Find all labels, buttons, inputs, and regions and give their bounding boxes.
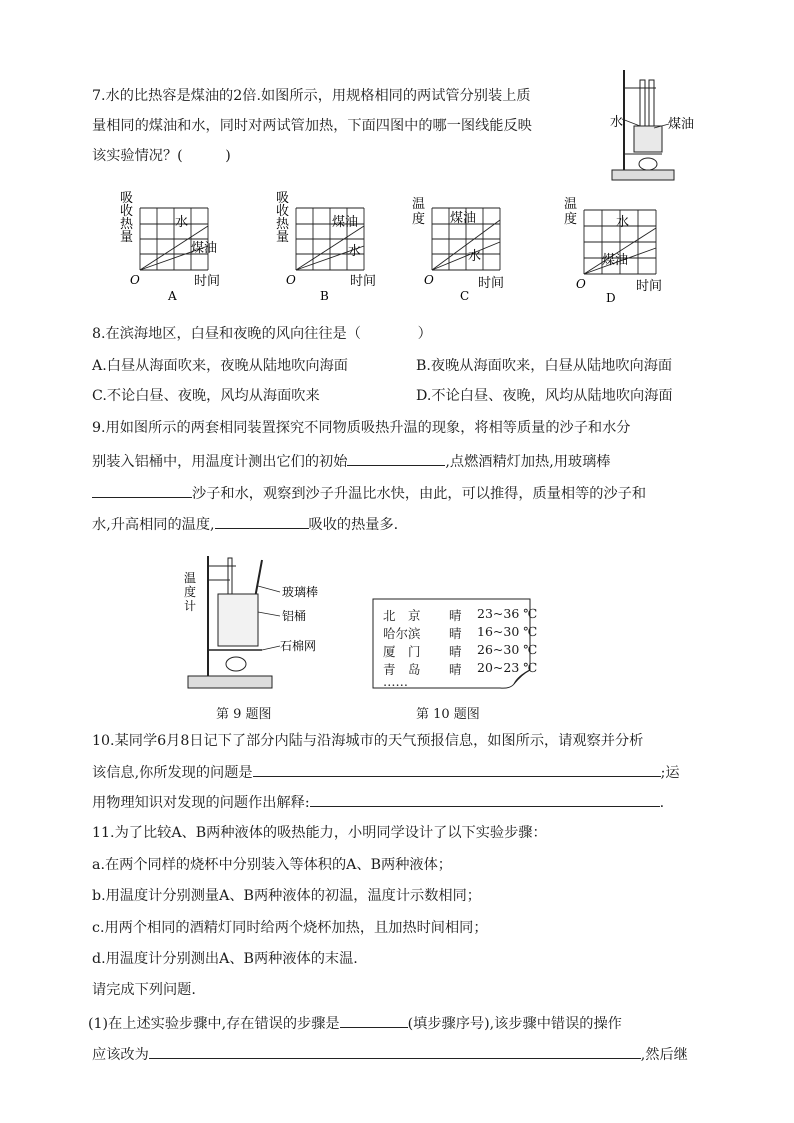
q7-apparatus-kerosene-label: 煤油 — [668, 117, 695, 132]
q10-city: 北 京 — [383, 608, 421, 623]
graph-a-upper-label: 水 — [175, 215, 189, 230]
q11-sub1-line-1 — [88, 1012, 622, 1034]
q11-sub1-a: (1)在上述实验步骤中,存在错误的步骤是 — [88, 1016, 340, 1032]
q10-city: 哈尔滨 — [383, 626, 421, 641]
q10-city: 厦 门 — [383, 644, 421, 659]
q10-weather: 晴 — [449, 644, 462, 659]
q10-blank-1[interactable] — [253, 761, 661, 777]
q9-line-1: 9.用如图所示的两套相同装置探究不同物质吸热升温的现象，将相等质量的沙子和水分 — [92, 420, 631, 436]
graph-b-ylabel-2: 收 — [276, 204, 290, 219]
q9-line-2a: 别装入铝桶中，用温度计测出它们的初始 — [92, 454, 348, 470]
q9-line-4a: 水,升高相同的温度, — [92, 517, 215, 533]
graph-c-upper-label: 煤油 — [450, 211, 477, 226]
q11-blank-2[interactable] — [149, 1043, 641, 1059]
q8-option-a[interactable]: A.白昼从海面吹来，夜晚从陆地吹向海面 — [92, 358, 348, 374]
graph-d-upper-label: 水 — [616, 215, 630, 230]
q10-temp: 16~30 ℃ — [477, 624, 538, 639]
q11-step-c: c.用两个相同的酒精灯同时给两个烧杯加热，且加热时间相同； — [92, 920, 488, 936]
q9-blank-3[interactable] — [215, 513, 309, 529]
q7-line-2: 量相同的煤油和水，同时对两试管加热，下面四图中的哪一图线能反映 — [92, 118, 532, 134]
q11-stem: 11.为了比较A、B两种液体的吸热能力，小明同学设计了以下实验步骤： — [92, 825, 547, 841]
graph-a-ylabel-4: 量 — [120, 230, 134, 245]
graph-a-origin: O — [130, 273, 140, 287]
q9-line-4b: 吸收的热量多. — [308, 517, 399, 533]
q9-line-3 — [92, 482, 646, 504]
q7-graph-b — [268, 188, 398, 306]
q8-option-d[interactable]: D.不论白昼、夜晚，风均从陆地吹向海面 — [416, 388, 673, 404]
q9-blank-2[interactable] — [92, 482, 192, 498]
q11-sub1-c: 应该改为 — [92, 1047, 149, 1063]
q7-line-3: 该实验情况？( ) — [92, 148, 231, 164]
q10-line-2b: ;运 — [660, 765, 680, 781]
q10-temp: 20~23 ℃ — [477, 660, 538, 675]
q10-blank-2[interactable] — [310, 791, 660, 807]
q9-figure-caption: 第 9 题图 — [216, 707, 272, 722]
q10-figure-caption: 第 10 题图 — [416, 707, 480, 722]
graph-a-xlabel: 时间 — [194, 274, 221, 289]
graph-b-lower-label: 水 — [348, 244, 362, 259]
q9-thermometer-label: 温 — [184, 571, 197, 585]
q7-graph-a — [112, 188, 242, 306]
q9-blank-1[interactable] — [347, 450, 445, 466]
q10-temp: 26~30 ℃ — [477, 642, 538, 657]
graph-d-ylabel: 温 — [564, 197, 578, 212]
graph-b-origin: O — [286, 273, 296, 287]
q10-city: 青 岛 — [383, 662, 421, 677]
q9-line-2 — [92, 450, 610, 472]
q9-apparatus-figure — [180, 550, 330, 695]
graph-d-origin: O — [576, 277, 586, 291]
q11-sub1-line-2 — [92, 1043, 688, 1065]
graph-c-lower-label: 水 — [468, 249, 482, 264]
q9-glass-rod-label: 玻璃棒 — [282, 585, 319, 599]
q9-gauze-label: 石棉网 — [280, 639, 317, 653]
q7-apparatus-water-label: 水 — [610, 115, 624, 130]
q9-thermometer-label-3: 计 — [184, 599, 197, 613]
graph-c-option: C — [460, 289, 470, 303]
q7-graph-c — [406, 188, 536, 306]
graph-a-ylabel-2: 收 — [120, 204, 134, 219]
q7-graph-d — [560, 188, 690, 306]
q8-option-b[interactable]: B.夜晚从海面吹来，白昼从陆地吹向海面 — [416, 358, 673, 374]
q10-weather: 晴 — [449, 626, 462, 641]
q11-step-a: a.在两个同样的烧杯中分别装入等体积的A、B两种液体； — [92, 857, 452, 873]
graph-b-ylabel-4: 量 — [276, 230, 290, 245]
q7-apparatus-figure — [606, 66, 702, 190]
graph-d-option: D — [606, 291, 616, 305]
q10-temp: 23~36 ℃ — [477, 606, 538, 621]
q10-weather-ellipsis: …… — [383, 674, 408, 689]
q11-sub1-b: (填步骤序号),该步骤中错误的操作 — [407, 1016, 622, 1032]
q10-weather: 晴 — [449, 662, 462, 677]
q10-line-1: 10.某同学6月8日记下了部分内陆与沿海城市的天气预报信息，如图所示，请观察并分析 — [92, 733, 644, 749]
q11-step-d: d.用温度计分别测出A、B两种液体的末温. — [92, 951, 358, 967]
graph-b-option: B — [320, 289, 329, 303]
q11-blank-1[interactable] — [340, 1012, 408, 1028]
q10-weather: 晴 — [449, 608, 462, 623]
graph-a-lower-label: 煤油 — [191, 241, 218, 256]
q10-line-3b: . — [659, 795, 665, 811]
graph-a-ylabel-3: 热 — [120, 217, 134, 232]
graph-c-ylabel: 温 — [412, 197, 426, 212]
q8-option-c[interactable]: C.不论白昼、夜晚，风均从海面吹来 — [92, 388, 320, 404]
q10-line-2 — [92, 761, 680, 783]
graph-c-origin: O — [424, 273, 434, 287]
q11-sub1-d: ,然后继 — [640, 1047, 688, 1063]
q11-prompt: 请完成下列问题. — [92, 982, 196, 998]
graph-d-lower-label: 煤油 — [602, 253, 629, 268]
graph-b-ylabel-3: 热 — [276, 217, 290, 232]
graph-d-ylabel-2: 度 — [564, 212, 578, 227]
q9-line-2b: ,点燃酒精灯加热,用玻璃棒 — [445, 454, 611, 470]
q7-line-1: 7.水的比热容是煤油的2倍.如图所示，用规格相同的两试管分别装上质 — [92, 88, 531, 104]
graph-b-xlabel: 时间 — [350, 274, 377, 289]
graph-a-option: A — [168, 289, 177, 303]
q8-stem: 8.在滨海地区，白昼和夜晚的风向往往是（ ） — [92, 326, 432, 342]
graph-d-xlabel: 时间 — [636, 279, 663, 294]
q9-line-4 — [92, 513, 398, 535]
q11-step-b: b.用温度计分别测量A、B两种液体的初温，温度计示数相同； — [92, 888, 481, 904]
graph-c-ylabel-2: 度 — [412, 212, 426, 227]
q10-line-3a: 用物理知识对发现的问题作出解释: — [92, 795, 310, 811]
q9-line-3-text: 沙子和水，观察到沙子升温比水快，由此，可以推得，质量相等的沙子和 — [192, 486, 647, 502]
q9-bucket-label: 铝桶 — [282, 609, 307, 623]
graph-a-ylabel: 吸 — [120, 191, 134, 206]
q10-line-2a: 该信息,你所发现的问题是 — [92, 765, 253, 781]
q10-line-3 — [92, 791, 664, 813]
graph-c-xlabel: 时间 — [478, 276, 505, 291]
graph-b-ylabel: 吸 — [276, 191, 290, 206]
q9-thermometer-label-2: 度 — [184, 585, 197, 599]
graph-b-upper-label: 煤油 — [332, 215, 359, 230]
